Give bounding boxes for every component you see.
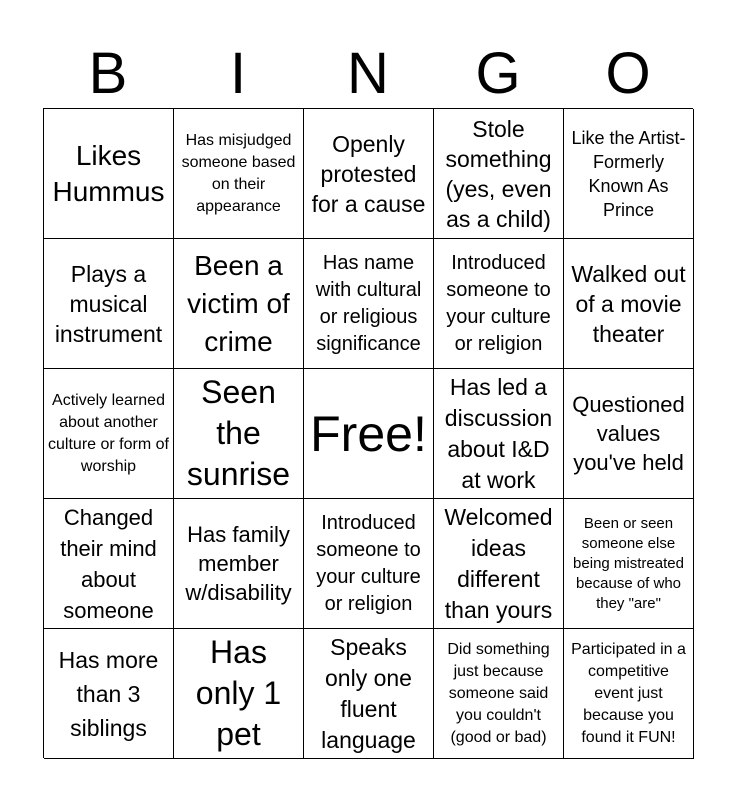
bingo-cell[interactable] — [174, 109, 304, 239]
bingo-cell[interactable] — [304, 629, 434, 759]
bingo-cell[interactable] — [44, 369, 174, 499]
bingo-cell[interactable] — [434, 239, 564, 369]
header-letter-b: B — [88, 41, 128, 106]
bingo-cell[interactable] — [434, 369, 564, 499]
bingo-cell[interactable] — [174, 499, 304, 629]
bingo-header — [43, 40, 693, 108]
bingo-cell[interactable] — [44, 109, 174, 239]
cell-text: Participated in a competitive event just because you found it FUN! — [571, 640, 686, 746]
cell-text: Speaks only one fluent language — [321, 633, 416, 753]
cell-text: Walked out of a movie theater — [571, 260, 686, 347]
header-letter-g: G — [475, 41, 521, 106]
cell-text: Introduced someone to your culture or religion — [316, 511, 421, 615]
bingo-cell[interactable] — [434, 499, 564, 629]
bingo-cell[interactable] — [174, 369, 304, 499]
bingo-cell[interactable] — [44, 499, 174, 629]
cell-text: Introduced someone to your culture or religion — [446, 251, 551, 355]
bingo-cell[interactable] — [564, 369, 694, 499]
bingo-cell[interactable] — [174, 239, 304, 369]
cell-text: Stole something (yes, even as a child) — [445, 115, 552, 232]
cell-text: Did something just because someone said you couldn't (good or bad) — [447, 640, 550, 746]
bingo-cell[interactable] — [174, 629, 304, 759]
cell-text: Been or seen someone else being mistreated because of who they "are" — [573, 514, 684, 612]
bingo-cell[interactable] — [304, 369, 434, 499]
bingo-cell[interactable] — [564, 499, 694, 629]
cell-text: Has only 1 pet — [195, 634, 282, 752]
bingo-cell[interactable] — [44, 629, 174, 759]
bingo-cell[interactable] — [434, 629, 564, 759]
cell-text: Has led a discussion about I&D at work — [444, 373, 553, 493]
header-letter-i: I — [229, 41, 247, 106]
bingo-cell[interactable] — [564, 629, 694, 759]
bingo-cell[interactable] — [304, 109, 434, 239]
cell-text: Plays a musical instrument — [54, 260, 163, 347]
header-letter-o: O — [605, 41, 651, 106]
cell-text: Been a victim of crime — [187, 249, 290, 357]
cell-text: Has name with cultural or religious significance — [315, 251, 422, 355]
cell-text: Has misjudged someone based on their appearance — [181, 131, 296, 215]
cell-text: Like the Artist-Formerly Known As Prince — [571, 127, 686, 220]
cell-text: Openly protested for a cause — [311, 130, 426, 217]
cell-text: Changed their mind about someone — [60, 504, 157, 623]
bingo-grid — [43, 108, 693, 758]
free-space: Free! — [310, 405, 427, 462]
bingo-cell[interactable] — [434, 109, 564, 239]
bingo-cell[interactable] — [564, 239, 694, 369]
bingo-cell[interactable] — [304, 239, 434, 369]
cell-text: Likes Hummus — [52, 139, 165, 207]
cell-text: Seen the sunrise — [186, 374, 291, 492]
cell-text: Actively learned about another culture or form of worship — [48, 391, 169, 475]
cell-text: Welcomed ideas different than yours — [444, 503, 553, 623]
cell-text: Has more than 3 siblings — [58, 646, 159, 741]
bingo-cell[interactable] — [564, 109, 694, 239]
bingo-cell[interactable] — [44, 239, 174, 369]
cell-text: Questioned values you've held — [572, 392, 685, 475]
bingo-cell[interactable] — [304, 499, 434, 629]
header-letter-n: N — [347, 41, 389, 106]
cell-text: Has family member w/disability — [185, 522, 292, 605]
